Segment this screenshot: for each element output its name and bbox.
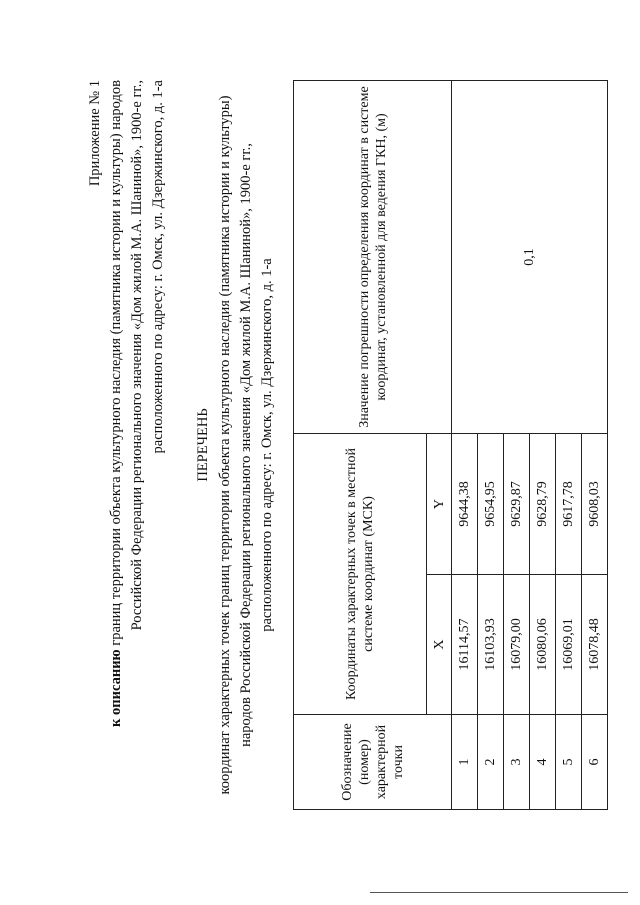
y-value: 9608,03 <box>582 434 608 575</box>
appendix-line-4: расположенного по адресу: г. Омск, ул. Дзержинского, д. 1-а <box>150 80 166 454</box>
y-value: 9654,95 <box>478 434 504 575</box>
appendix-number: Приложение № 1 <box>87 80 103 187</box>
appendix-line-3: Российской Федерации регионального значения «Дом жилой М.А. Шаниной», 1900-е гг., <box>129 80 145 631</box>
table-row <box>452 81 478 810</box>
x-value: 16080,06 <box>530 575 556 715</box>
point-number: 1 <box>452 715 478 810</box>
subtitle-line-2: народов Российской Федерации регионального значения «Дом жилой М.А. Шаниной», 1900-е гг., <box>238 143 254 747</box>
subtitle-line-1: координат характерных точек границ территории объекта культурного наследия (памятника истории и культуры) <box>217 95 233 795</box>
footer-divider <box>370 892 628 893</box>
appendix-header <box>85 80 169 810</box>
y-value: 9644,38 <box>452 434 478 575</box>
y-value: 9629,87 <box>504 434 530 575</box>
point-number: 5 <box>556 715 582 810</box>
x-value: 16114,57 <box>452 575 478 715</box>
rotated-content <box>85 80 602 810</box>
document-subtitle <box>215 80 278 810</box>
coordinates-header: Координаты характерных точек в местной системе координат (МСК) <box>294 434 427 715</box>
appendix-line-2-text: границ территории объекта культурного наследия (памятника истории и культуры) народов <box>108 80 124 650</box>
y-header: Y <box>427 434 452 575</box>
point-number: 3 <box>504 715 530 810</box>
accuracy-value: 0,1 <box>452 81 608 434</box>
point-number: 6 <box>582 715 608 810</box>
x-value: 16079,00 <box>504 575 530 715</box>
point-number: 2 <box>478 715 504 810</box>
subtitle-line-3: расположенного по адресу: г. Омск, ул. Дзержинского, д. 1-а <box>259 258 275 632</box>
coordinates-table <box>293 80 608 810</box>
appendix-bold-text: к описанию <box>108 649 124 727</box>
point-number-header: Обозначение (номер) характерной точки <box>294 715 452 810</box>
x-value: 16078,48 <box>582 575 608 715</box>
x-value: 16069,01 <box>556 575 582 715</box>
x-value: 16103,93 <box>478 575 504 715</box>
y-value: 9617,78 <box>556 434 582 575</box>
appendix-line-2 <box>106 80 127 810</box>
accuracy-header: Значение погрешности определения координат в системе координат, установленной для ведения ГКН, (м) <box>294 81 452 434</box>
y-value: 9628,79 <box>530 434 556 575</box>
x-header: X <box>427 575 452 715</box>
point-number: 4 <box>530 715 556 810</box>
document-title: ПЕРЕЧЕНЬ <box>195 408 211 482</box>
